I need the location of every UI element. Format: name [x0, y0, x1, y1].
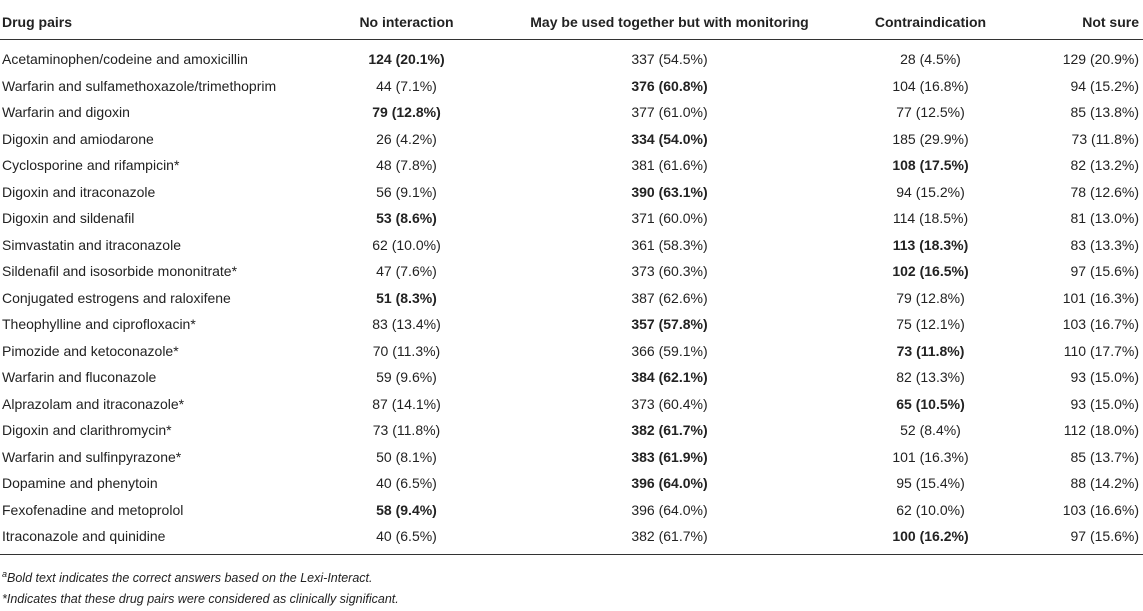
cell-no-interaction: 51 (8.3%)	[376, 289, 437, 306]
cell-no-interaction: 79 (12.8%)	[372, 104, 441, 121]
table-row	[0, 73, 1143, 100]
cell-not-sure: 93 (15.0%)	[1070, 395, 1139, 412]
cell-no-interaction: 73 (11.8%)	[372, 422, 441, 439]
cell-drug-pair: Warfarin and digoxin	[2, 104, 130, 121]
cell-no-interaction: 48 (7.8%)	[376, 157, 437, 174]
cell-drug-pair: Fexofenadine and metoprolol	[2, 501, 184, 518]
cell-not-sure: 110 (17.7%)	[1063, 342, 1139, 359]
footnote-star: *Indicates that these drug pairs were considered as clinically significant.	[2, 592, 399, 607]
footnotes	[2, 564, 399, 610]
cell-not-sure: 112 (18.0%)	[1063, 422, 1139, 439]
cell-contraindication: 185 (29.9%)	[892, 130, 969, 147]
cell-no-interaction: 40 (6.5%)	[376, 475, 437, 492]
cell-monitoring: 376 (60.8%)	[631, 77, 708, 94]
cell-contraindication: 94 (15.2%)	[896, 183, 965, 200]
cell-drug-pair: Dopamine and phenytoin	[2, 475, 158, 492]
cell-monitoring: 382 (61.7%)	[631, 422, 708, 439]
table-row	[0, 40, 1143, 73]
cell-drug-pair: Alprazolam and itraconazole*	[2, 395, 185, 412]
cell-no-interaction: 70 (11.3%)	[372, 342, 441, 359]
cell-no-interaction: 62 (10.0%)	[372, 236, 441, 253]
cell-not-sure: 83 (13.3%)	[1070, 236, 1139, 253]
cell-monitoring: 382 (61.7%)	[631, 528, 708, 545]
cell-no-interaction: 59 (9.6%)	[376, 369, 437, 386]
cell-not-sure: 94 (15.2%)	[1070, 77, 1139, 94]
cell-drug-pair: Simvastatin and itraconazole	[2, 236, 181, 253]
cell-not-sure: 85 (13.7%)	[1070, 448, 1139, 465]
table-row	[0, 126, 1143, 153]
table-body	[0, 40, 1143, 555]
cell-drug-pair: Cyclosporine and rifampicin*	[2, 157, 180, 174]
cell-monitoring: 384 (62.1%)	[631, 369, 708, 386]
footnote-a-text: Bold text indicates the correct answers based on the Lexi-Interact.	[7, 571, 373, 586]
cell-no-interaction: 40 (6.5%)	[376, 528, 437, 545]
table-row	[0, 232, 1143, 259]
cell-drug-pair: Conjugated estrogens and raloxifene	[2, 289, 231, 306]
cell-contraindication: 114 (18.5%)	[892, 210, 969, 227]
cell-monitoring: 357 (57.8%)	[631, 316, 708, 333]
cell-contraindication: 102 (16.5%)	[892, 263, 969, 280]
cell-monitoring: 334 (54.0%)	[631, 130, 708, 147]
cell-drug-pair: Warfarin and sulfamethoxazole/trimethoprim	[2, 77, 277, 94]
cell-not-sure: 78 (12.6%)	[1070, 183, 1139, 200]
cell-not-sure: 82 (13.2%)	[1070, 157, 1139, 174]
cell-drug-pair: Warfarin and fluconazole	[2, 369, 157, 386]
table-row	[0, 179, 1143, 206]
cell-monitoring: 390 (63.1%)	[631, 183, 708, 200]
header-contraindication: Contraindication	[844, 5, 1017, 40]
cell-not-sure: 129 (20.9%)	[1062, 51, 1139, 68]
cell-no-interaction: 47 (7.6%)	[376, 263, 437, 280]
cell-monitoring: 396 (64.0%)	[631, 501, 708, 518]
cell-drug-pair: Sildenafil and isosorbide mononitrate*	[2, 263, 238, 280]
cell-not-sure: 103 (16.7%)	[1062, 316, 1139, 333]
cell-not-sure: 73 (11.8%)	[1071, 130, 1139, 147]
cell-not-sure: 88 (14.2%)	[1070, 475, 1139, 492]
table-row	[0, 338, 1143, 365]
table-row	[0, 285, 1143, 312]
cell-no-interaction: 44 (7.1%)	[376, 77, 437, 94]
cell-drug-pair: Digoxin and itraconazole	[2, 183, 156, 200]
cell-monitoring: 383 (61.9%)	[631, 448, 708, 465]
cell-contraindication: 65 (10.5%)	[896, 395, 965, 412]
cell-contraindication: 113 (18.3%)	[892, 236, 969, 253]
table-row	[0, 523, 1143, 554]
cell-monitoring: 366 (59.1%)	[631, 342, 708, 359]
table-row	[0, 364, 1143, 391]
table-row	[0, 258, 1143, 285]
cell-not-sure: 103 (16.6%)	[1062, 501, 1139, 518]
table-row	[0, 152, 1143, 179]
cell-no-interaction: 50 (8.1%)	[376, 448, 437, 465]
cell-contraindication: 108 (17.5%)	[892, 157, 969, 174]
cell-monitoring: 387 (62.6%)	[631, 289, 708, 306]
cell-contraindication: 104 (16.8%)	[892, 77, 969, 94]
cell-not-sure: 97 (15.6%)	[1070, 528, 1139, 545]
cell-drug-pair: Acetaminophen/codeine and amoxicillin	[2, 51, 248, 68]
cell-no-interaction: 56 (9.1%)	[376, 183, 437, 200]
cell-drug-pair: Digoxin and clarithromycin*	[2, 422, 172, 439]
table-row	[0, 205, 1143, 232]
table-row	[0, 470, 1143, 497]
cell-contraindication: 73 (11.8%)	[896, 342, 965, 359]
table-row	[0, 497, 1143, 524]
cell-contraindication: 95 (15.4%)	[896, 475, 965, 492]
cell-monitoring: 337 (54.5%)	[631, 51, 708, 68]
cell-contraindication: 101 (16.3%)	[892, 448, 969, 465]
cell-not-sure: 85 (13.8%)	[1070, 104, 1139, 121]
cell-monitoring: 361 (58.3%)	[631, 236, 708, 253]
cell-monitoring: 373 (60.3%)	[631, 263, 708, 280]
header-no-interaction: No interaction	[318, 5, 495, 40]
cell-contraindication: 28 (4.5%)	[900, 51, 961, 68]
cell-monitoring: 381 (61.6%)	[631, 157, 708, 174]
cell-drug-pair: Theophylline and ciprofloxacin*	[2, 316, 196, 333]
cell-contraindication: 100 (16.2%)	[892, 528, 969, 545]
cell-contraindication: 75 (12.1%)	[896, 316, 965, 333]
cell-no-interaction: 26 (4.2%)	[376, 130, 437, 147]
cell-monitoring: 373 (60.4%)	[631, 395, 708, 412]
table-row	[0, 99, 1143, 126]
cell-monitoring: 371 (60.0%)	[631, 210, 708, 227]
cell-no-interaction: 87 (14.1%)	[372, 395, 441, 412]
table-row	[0, 391, 1143, 418]
cell-monitoring: 377 (61.0%)	[631, 104, 708, 121]
header-not-sure: Not sure	[1017, 5, 1143, 40]
cell-no-interaction: 83 (13.4%)	[372, 316, 441, 333]
cell-drug-pair: Digoxin and sildenafil	[2, 210, 135, 227]
cell-contraindication: 79 (12.8%)	[896, 289, 965, 306]
table-header-row	[0, 5, 1143, 40]
cell-drug-pair: Itraconazole and quinidine	[2, 528, 166, 545]
cell-not-sure: 93 (15.0%)	[1070, 369, 1139, 386]
cell-drug-pair: Digoxin and amiodarone	[2, 130, 154, 147]
cell-drug-pair: Warfarin and sulfinpyrazone*	[2, 448, 182, 465]
cell-not-sure: 81 (13.0%)	[1070, 210, 1139, 227]
cell-no-interaction: 53 (8.6%)	[376, 210, 437, 227]
footnote-a-marker: a	[2, 569, 8, 579]
cell-no-interaction: 58 (9.4%)	[376, 501, 437, 518]
cell-no-interaction: 124 (20.1%)	[368, 51, 445, 68]
table-row	[0, 417, 1143, 444]
header-drug-pairs: Drug pairs	[0, 5, 318, 40]
footnote-a	[2, 564, 399, 589]
table-row	[0, 311, 1143, 338]
cell-monitoring: 396 (64.0%)	[631, 475, 708, 492]
cell-contraindication: 62 (10.0%)	[896, 501, 965, 518]
cell-not-sure: 101 (16.3%)	[1062, 289, 1139, 306]
drug-interaction-table	[0, 5, 1143, 555]
cell-contraindication: 52 (8.4%)	[900, 422, 961, 439]
cell-contraindication: 77 (12.5%)	[896, 104, 965, 121]
cell-not-sure: 97 (15.6%)	[1070, 263, 1139, 280]
table-row	[0, 444, 1143, 471]
header-monitoring: May be used together but with monitoring	[495, 5, 844, 40]
cell-contraindication: 82 (13.3%)	[896, 369, 965, 386]
cell-drug-pair: Pimozide and ketoconazole*	[2, 342, 179, 359]
